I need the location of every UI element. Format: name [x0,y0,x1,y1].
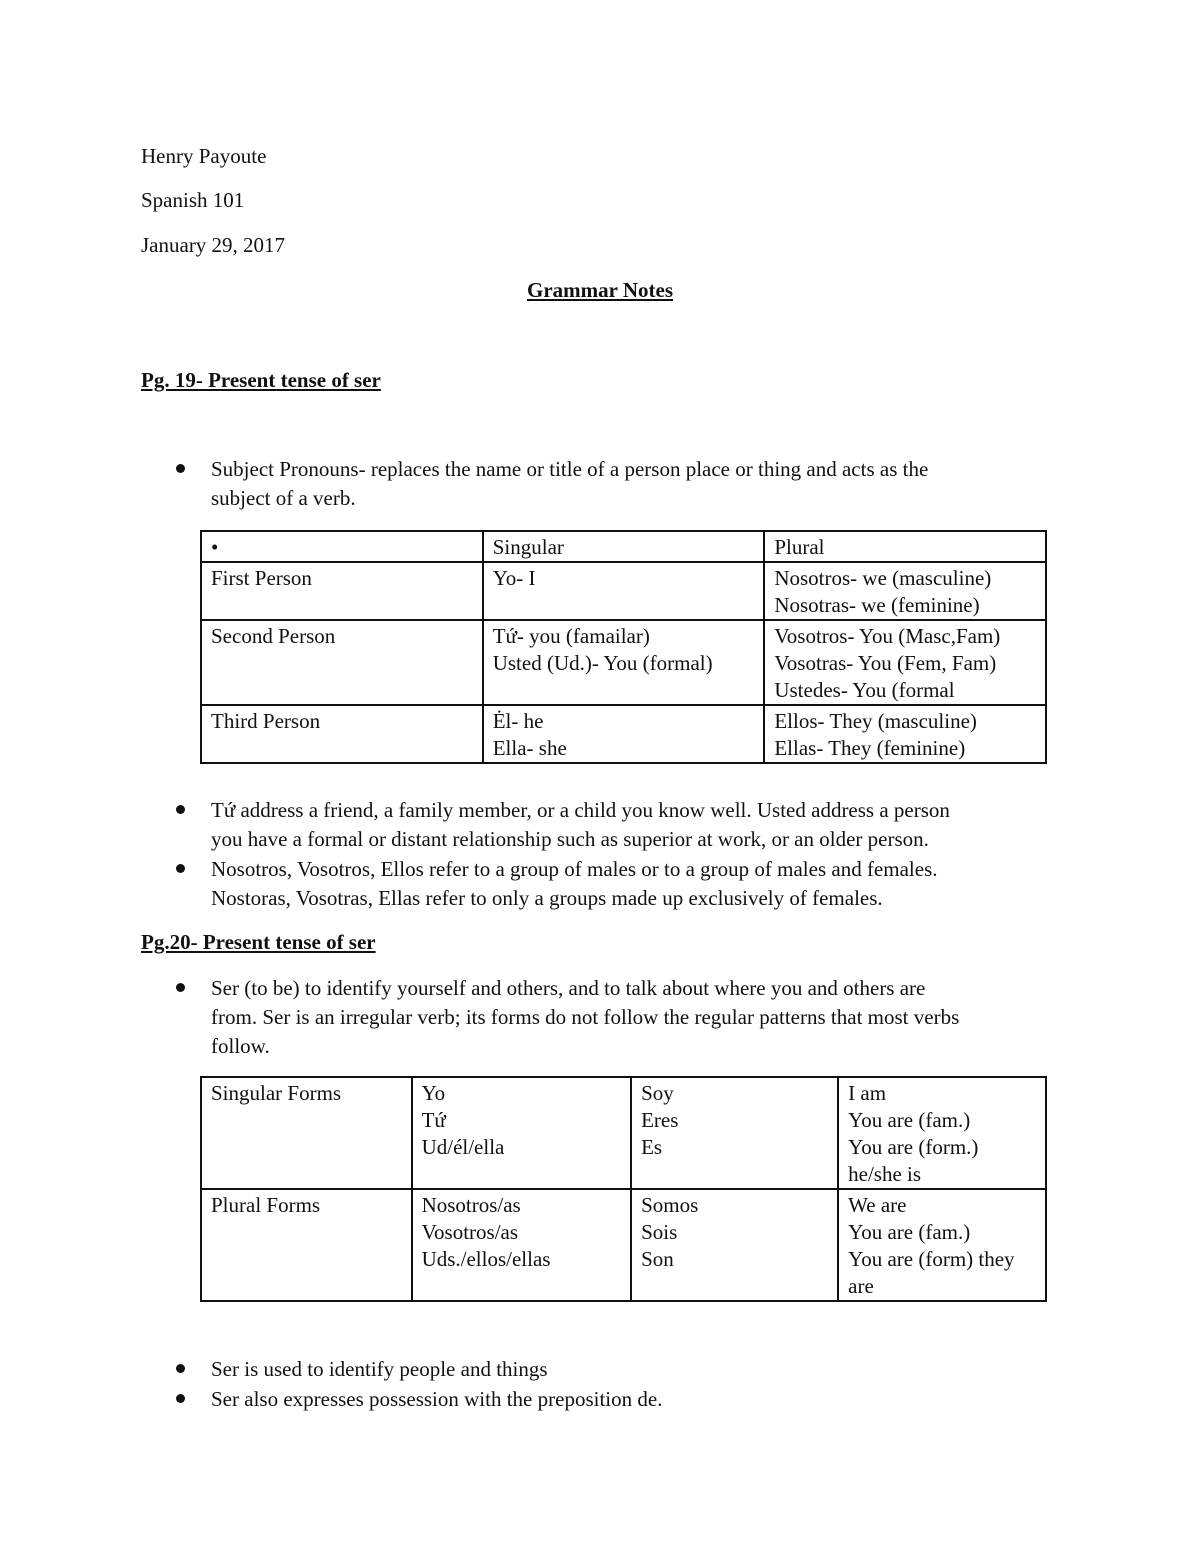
table-cell [764,705,1046,763]
table-header-plural: Plural [774,535,825,559]
table-row [201,531,1046,562]
cell-line: Nosotras- we (feminine) [774,593,980,617]
cell-line: You are (fam.) [848,1108,971,1132]
cell-line: You are (fam.) [848,1220,971,1244]
section1-heading: Pg. 19- Present tense of ser [141,368,381,392]
cell-line: Yo [421,1081,446,1105]
cell-line: Vosotras- You (Fem, Fam) [774,651,997,675]
text-line: Nosotros, Vosotros, Ellos refer to a group of males or to a group of males and females. [211,857,938,881]
cell-line: Somos [641,1193,699,1217]
bullet-icon [176,983,185,992]
row-label: Second Person [211,624,336,648]
cell-line: Son [641,1247,674,1271]
table-cell [631,1189,838,1301]
bullet-icon [176,1364,185,1373]
table-header-singular: Singular [492,535,564,559]
cell-line: We are [848,1193,907,1217]
bullet-icon: • [211,535,219,559]
section2-heading: Pg.20- Present tense of ser [141,930,376,954]
table-cell [764,562,1046,620]
table-header-cell [201,531,483,562]
table-cell [838,1189,1046,1301]
cell-line: Ud/él/ella [421,1135,505,1159]
bullet-icon [176,464,185,473]
section2-bullet1 [211,974,959,1061]
section1-bullet1 [211,455,928,513]
cell-line: Nosotros/as [421,1193,521,1217]
cell-line: I am [848,1081,887,1105]
section2-bullet2: Ser is used to identify people and things [211,1357,548,1381]
row-label: Third Person [211,709,321,733]
cell-line: Vosotros/as [421,1220,519,1244]
author-name: Henry Payoute [141,144,267,168]
table-row [201,562,1046,620]
table-cell [838,1077,1046,1189]
cell-line: Uds./ellos/ellas [421,1247,551,1271]
cell-line: Yo- I [492,566,536,590]
table-row [201,705,1046,763]
row-label: Singular Forms [211,1081,342,1105]
section2-bullet3: Ser also expresses possession with the preposition de. [211,1387,663,1411]
bullet-icon [176,1394,185,1403]
table-row [201,1189,1046,1301]
cell-line: Ellos- They (masculine) [774,709,977,733]
cell-line: Sois [641,1220,678,1244]
table-row [201,620,1046,705]
table-cell [201,562,483,620]
text-line: Nostoras, Vosotras, Ellas refer to only a groups made up exclusively of females. [211,886,883,910]
row-label: Plural Forms [211,1193,321,1217]
cell-line: Soy [641,1081,674,1105]
table-cell [412,1077,632,1189]
table-cell [764,620,1046,705]
text-line: Ser (to be) to identify yourself and others, and to talk about where you and others are [211,976,926,1000]
cell-line: Ustedes- You (formal [774,678,955,702]
cell-line: Ella- she [492,736,567,760]
cell-line: Usted (Ud.)- You (formal) [492,651,713,675]
text-line: from. Ser is an irregular verb; its forms do not follow the regular patterns that most verbs [211,1005,960,1029]
row-label: First Person [211,566,312,590]
cell-line: Ellas- They (feminine) [774,736,966,760]
table-cell [201,1077,412,1189]
cell-line: Es [641,1135,663,1159]
table-cell [201,705,483,763]
cell-line: Vosotros- You (Masc,Fam) [774,624,1001,648]
table-cell [201,620,483,705]
text-line: Subject Pronouns- replaces the name or title of a person place or thing and acts as the [211,457,929,481]
table-cell [412,1189,632,1301]
table-cell [201,1189,412,1301]
document-title-text: Grammar Notes [527,278,673,302]
bullet-icon [176,805,185,814]
cell-line: You are (form.) [848,1135,979,1159]
text-line: follow. [211,1034,270,1058]
table-cell [483,705,765,763]
text-line: you have a formal or distant relationship such as superior at work, or an older person. [211,827,929,851]
cell-line: Ėl- he [492,709,544,733]
cell-line: Tứ [421,1108,446,1132]
section1-bullet2 [211,796,950,854]
document-title [0,278,1200,303]
table-header-cell [483,531,765,562]
cell-line: You are (form) they [848,1247,1015,1271]
table-row [201,1077,1046,1189]
subject-pronouns-table [200,530,1047,764]
text-line: subject of a verb. [211,486,356,510]
cell-line: Eres [641,1108,679,1132]
table-header-cell [764,531,1046,562]
bullet-icon [176,864,185,873]
cell-line: are [848,1274,874,1298]
cell-line: Tứ- you (famailar) [492,624,650,648]
table-cell [483,620,765,705]
table-cell [483,562,765,620]
section1-bullet3 [211,855,938,913]
cell-line: Nosotros- we (masculine) [774,566,992,590]
course-name: Spanish 101 [141,188,245,212]
ser-conjugation-table [200,1076,1047,1302]
document-date: January 29, 2017 [141,233,286,257]
table-cell [631,1077,838,1189]
cell-line: he/she is [848,1162,922,1186]
text-line: Tứ address a friend, a family member, or a child you know well. Usted address a person [211,798,950,822]
